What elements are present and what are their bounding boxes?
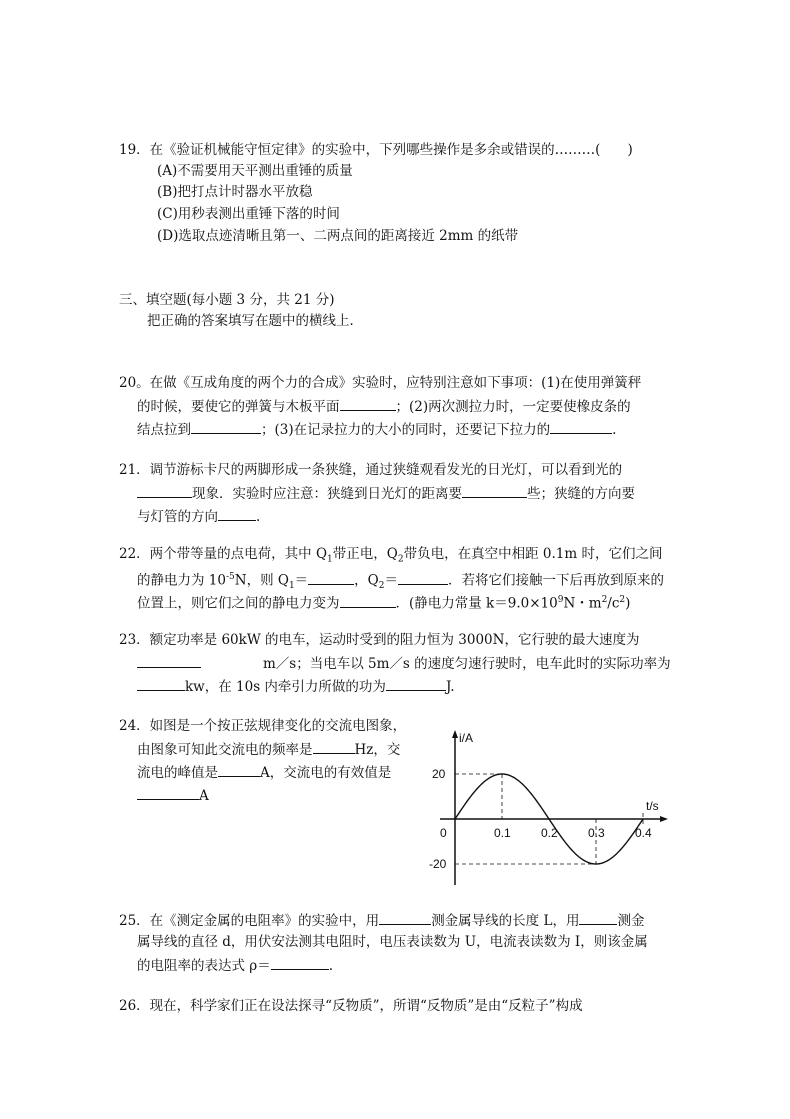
q24-text: 由图象可知此交流电的频率是 bbox=[137, 742, 313, 758]
superscript: 9 bbox=[557, 595, 564, 605]
q22-text: ．(静电力常量 k＝9.0×10 bbox=[395, 595, 558, 612]
q22-line3 bbox=[137, 590, 630, 614]
q22-text: 的静电力为 10 bbox=[137, 572, 226, 589]
data-point bbox=[572, 850, 573, 851]
q21-text: 现象．实验时应注意：狭缝到日光灯的距离要 bbox=[192, 486, 462, 502]
q20-text: . bbox=[612, 422, 617, 438]
q24-text: A bbox=[199, 788, 209, 804]
q24-line2 bbox=[137, 739, 400, 760]
q24-line3 bbox=[137, 762, 391, 783]
q22-text: N，则 Q bbox=[234, 572, 289, 589]
answer-blank[interactable] bbox=[462, 483, 527, 498]
data-point bbox=[584, 860, 585, 861]
answer-blank[interactable] bbox=[191, 419, 261, 434]
q24-line1: 24．如图是一个按正弦规律变化的交流电图象， bbox=[119, 718, 407, 734]
q25-text: 25．在《测定金属的电阻率》的实验中，用 bbox=[119, 913, 380, 929]
q20-text: ；(2)两次测拉力时，一定要使橡皮条的 bbox=[395, 399, 631, 415]
q21-line2 bbox=[137, 483, 635, 504]
q19-option-a: (A)不需要用天平测出重锤的质量 bbox=[157, 163, 353, 179]
q22-text: 位置上，则它们之间的静电力变为 bbox=[137, 595, 340, 612]
answer-blank[interactable] bbox=[340, 396, 396, 411]
data-point bbox=[490, 777, 491, 778]
q25-text: 测金属导线的长度 L，用 bbox=[431, 913, 580, 929]
q23-text: kw，在 10s 内牵引力所做的功为 bbox=[185, 679, 386, 695]
answer-blank[interactable] bbox=[137, 785, 199, 800]
q23-text: m／s；当电车以 5m／s 的速度匀速行驶时，电车此时的实际功率为 bbox=[263, 656, 671, 672]
q25-line1 bbox=[119, 910, 644, 931]
q22-text: 22．两个带等量的点电荷，其中 Q bbox=[119, 546, 328, 562]
q24-text: Hz，交 bbox=[354, 742, 401, 758]
q25-text: 的电阻率的表达式 ρ＝ bbox=[137, 958, 271, 974]
x-axis-label: t/s bbox=[646, 799, 659, 813]
y-tick-label: 20 bbox=[432, 767, 446, 781]
q20-line3 bbox=[137, 419, 616, 440]
q24-line4 bbox=[137, 785, 209, 806]
q19-option-b: (B)把打点计时器水平放稳 bbox=[157, 184, 313, 200]
subscript: 1 bbox=[288, 581, 295, 592]
q24-text: A，交流电的有效值是 bbox=[260, 765, 392, 781]
answer-blank[interactable] bbox=[137, 653, 201, 668]
answer-blank[interactable] bbox=[579, 910, 617, 925]
data-point bbox=[525, 787, 526, 788]
q25-text: . bbox=[328, 958, 334, 974]
q22-text: 带负电，在真空中相距 0.1m 时，它们之间 bbox=[403, 546, 663, 562]
q21-text: 些；狭缝的方向要 bbox=[527, 486, 635, 502]
data-point bbox=[607, 860, 608, 861]
q20-text: ；(3)在记录拉力的大小的同时，还要记下拉力的 bbox=[261, 422, 551, 438]
subscript: 2 bbox=[378, 581, 385, 592]
q21-text: . bbox=[256, 509, 261, 525]
answer-blank[interactable] bbox=[313, 739, 355, 754]
q22-text: ．若将它们接触一下后再放到原来的 bbox=[447, 572, 664, 589]
q22-text: 带正电，Q bbox=[332, 546, 398, 562]
q21-line3 bbox=[137, 506, 260, 527]
q23-line2 bbox=[137, 653, 671, 674]
data-point bbox=[478, 787, 479, 788]
data-point bbox=[631, 836, 632, 837]
y-tick-label: -20 bbox=[429, 857, 447, 871]
section3-instruction: 把正确的答案填写在题中的横线上． bbox=[147, 313, 363, 329]
q20-text: 结点拉到 bbox=[137, 422, 191, 438]
x-tick-label: 0.1 bbox=[494, 826, 511, 840]
x-tick-label: 0.3 bbox=[588, 826, 605, 840]
superscript: 2 bbox=[619, 595, 626, 605]
data-point bbox=[619, 850, 620, 851]
data-point bbox=[454, 818, 455, 819]
q24-text: 流电的峰值是 bbox=[137, 765, 218, 781]
answer-blank[interactable] bbox=[398, 570, 448, 585]
answer-blank[interactable] bbox=[340, 593, 396, 608]
answer-blank[interactable] bbox=[550, 419, 612, 434]
sine-current-graph bbox=[420, 722, 680, 892]
q19-option-c: (C)用秒表测出重锤下落的时间 bbox=[157, 206, 340, 222]
superscript: -5 bbox=[225, 572, 235, 582]
answer-blank[interactable] bbox=[271, 955, 329, 970]
y-axis-label: i/A bbox=[459, 731, 474, 745]
data-point bbox=[466, 801, 467, 802]
q20-line1: 20。在做《互成角度的两个力的合成》实验时，应特别注意如下事项：(1)在使用弹簧秤 bbox=[119, 375, 642, 391]
x-tick-label: 0.4 bbox=[635, 826, 652, 840]
q21-line1: 21．调节游标卡尺的两脚形成一条狭缝，通过狭缝观看发光的日光灯，可以看到光的 bbox=[119, 462, 623, 478]
q23-line1: 23．额定功率是 60kW 的电车，运动时受到的阻力恒为 3000N，它行驶的最大速度为 bbox=[119, 632, 640, 648]
q22-text: ＝ bbox=[384, 572, 398, 589]
section3-title: 三、填空题(每小题 3 分，共 21 分) bbox=[119, 292, 335, 308]
x-tick-label: 0.2 bbox=[541, 826, 558, 840]
answer-blank[interactable] bbox=[308, 570, 354, 585]
x-tick-label: 0 bbox=[440, 826, 447, 840]
data-point bbox=[560, 836, 561, 837]
q22-text: /c bbox=[607, 595, 620, 612]
data-point bbox=[513, 777, 514, 778]
subscript: 1 bbox=[327, 554, 333, 565]
q23-text: J. bbox=[445, 679, 455, 695]
q20-line2 bbox=[137, 396, 631, 417]
data-point bbox=[642, 818, 643, 819]
q21-text: 与灯管的方向 bbox=[137, 509, 218, 525]
q23-line3 bbox=[137, 676, 455, 697]
data-point bbox=[501, 773, 502, 774]
answer-blank[interactable] bbox=[379, 910, 431, 925]
superscript: 2 bbox=[601, 595, 608, 605]
answer-blank[interactable] bbox=[137, 483, 192, 498]
q19-option-d: (D)选取点迹清晰且第一、二两点间的距离接近 2mm 的纸带 bbox=[157, 228, 519, 244]
answer-blank[interactable] bbox=[137, 676, 185, 691]
answer-blank[interactable] bbox=[218, 762, 260, 777]
q22-text: ，Q bbox=[354, 572, 379, 589]
q20-text: 的时候，要使它的弹簧与木板平面 bbox=[137, 399, 340, 415]
q22-line1 bbox=[119, 544, 662, 570]
data-point bbox=[548, 818, 549, 819]
q26-line1: 26．现在，科学家们正在设法探寻“反物质”，所谓“反物质”是由“反粒子”构成 bbox=[119, 998, 583, 1014]
y-axis-arrow bbox=[452, 730, 458, 738]
data-point bbox=[537, 801, 538, 802]
q22-text: ＝ bbox=[294, 572, 309, 589]
subscript: 2 bbox=[397, 554, 404, 565]
q25-line2: 属导线的直径 d，用伏安法测其电阻时，电压表读数为 U，电流表读数为 I，则该金属 bbox=[137, 934, 648, 950]
q19-stem: 19．在《验证机械能守恒定律》的实验中，下列哪些操作是多余或错误的………( ) bbox=[119, 142, 633, 158]
data-point bbox=[595, 863, 596, 864]
q22-text: N・m bbox=[563, 595, 602, 612]
answer-blank[interactable] bbox=[218, 506, 256, 521]
q25-line3 bbox=[137, 955, 333, 976]
q22-text: ) bbox=[625, 595, 631, 612]
graph-axes bbox=[440, 730, 668, 885]
answer-blank[interactable] bbox=[386, 676, 446, 691]
q25-text: 测金 bbox=[617, 913, 645, 929]
x-axis-arrow bbox=[660, 816, 668, 822]
